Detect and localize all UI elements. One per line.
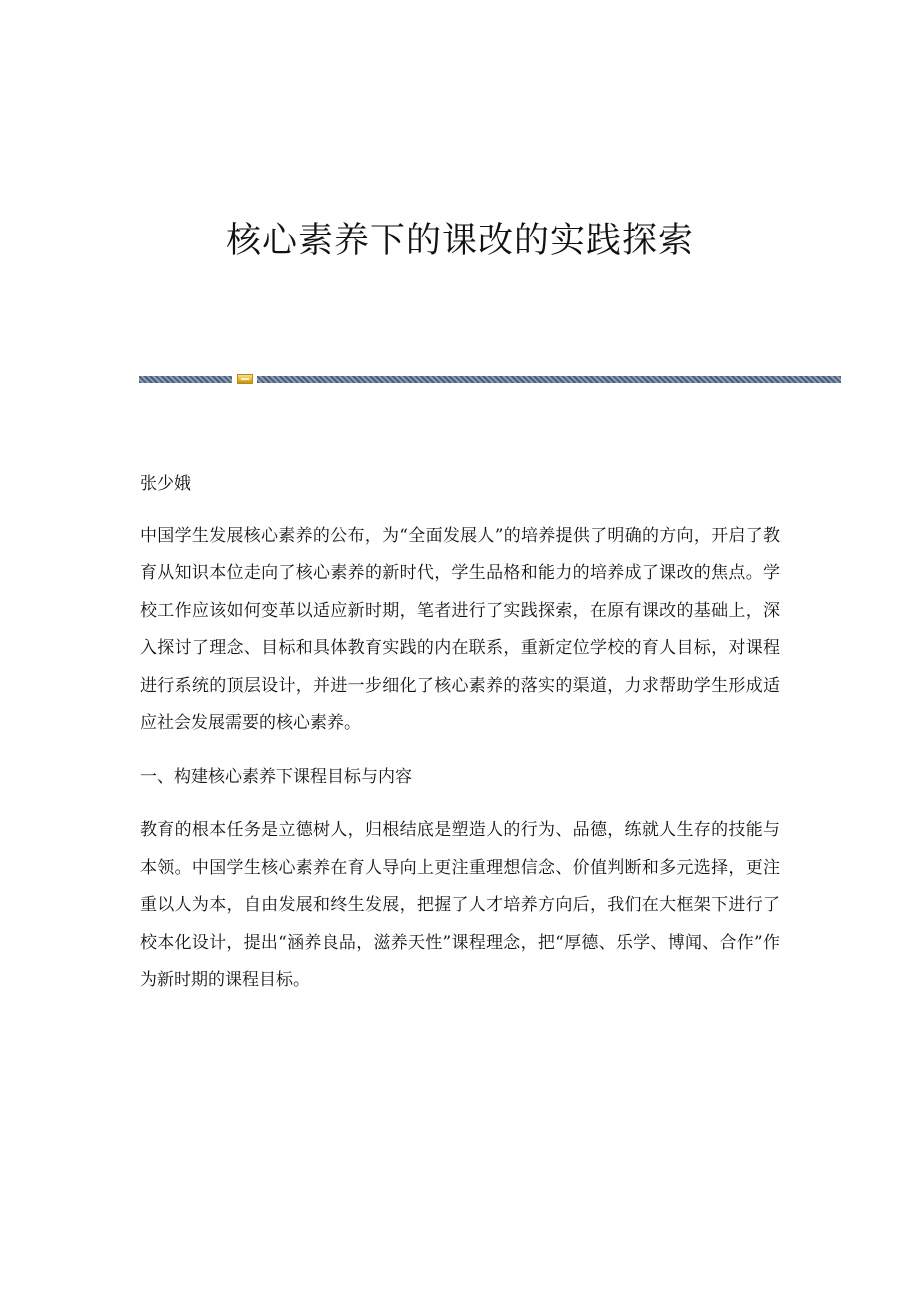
- document-body: [140, 466, 780, 1016]
- title-divider: [139, 374, 841, 384]
- document-title: 核心素养下的课改的实践探索: [225, 221, 694, 261]
- divider-bar-right: [257, 376, 841, 383]
- section-heading: 一、构建核心素养下课程目标与内容: [140, 766, 412, 787]
- paragraph-section-1: 教育的根本任务是立德树人，归根结底是塑造人的行为、品德，练就人生存的技能与本领。中国学生核心素养在育人导向上更注重理想信念、价值判断和多元选择，更注重以人为本，自由发展和终生发展，把握了人才培养方向后，我们在大框架下进行了校本化设计，提出“涵养良品，滋养天性”课程理念，把“厚德、乐学、博闻、合作”作为新时期的课程目标。: [140, 820, 780, 990]
- author-name: 张少娥: [140, 474, 191, 494]
- divider-ornament-icon: [237, 374, 253, 384]
- divider-bar-left: [139, 376, 232, 383]
- paragraph-intro: 中国学生发展核心素养的公布，为“全面发展人”的培养提供了明确的方向，开启了教育从知识本位走向了核心素养的新时代，学生品格和能力的培养成了课改的焦点。学校工作应该如何变革以适应新时期，笔者进行了实践探索，在原有课改的基础上，深入探讨了理念、目标和具体教育实践的内在联系，重新定位学校的育人目标，对课程进行系统的顶层设计，并进一步细化了核心素养的落实的渠道，力求帮助学生形成适应社会发展需要的核心素养。: [140, 525, 780, 733]
